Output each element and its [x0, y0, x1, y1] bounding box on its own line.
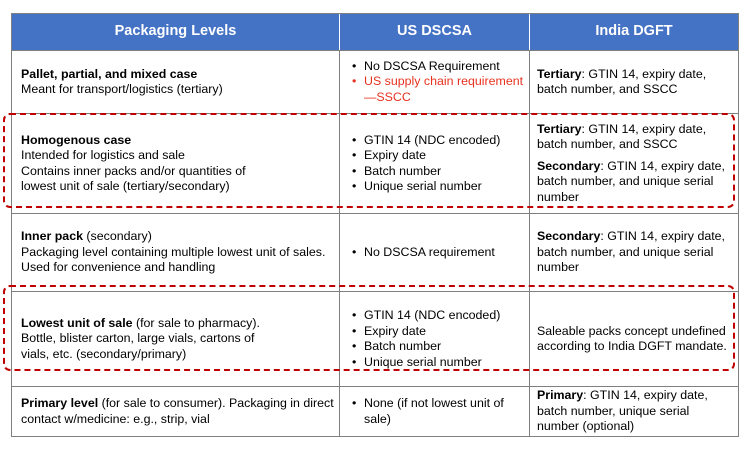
- india-dgft-cell: [530, 387, 738, 436]
- level-description: Packaging level containing multiple lowest unit of sales. Used for convenience and handling: [21, 244, 326, 275]
- level-title: Pallet, partial, and mixed case: [21, 66, 198, 81]
- level-title: Inner pack: [21, 229, 83, 244]
- packaging-level-cell: [12, 292, 340, 386]
- us-requirement-item: • None (if not lowest unit of sale): [352, 396, 529, 427]
- us-requirement-item: • GTIN 14 (NDC encoded): [352, 133, 529, 149]
- level-description: Meant for transport/logistics (tertiary): [21, 82, 223, 96]
- table-header-row: [12, 14, 738, 50]
- india-text: : GTIN 14, expiry date, batch number, and SSCC: [537, 121, 707, 152]
- us-dscsa-cell: [340, 292, 530, 386]
- us-requirement-item: • Batch number: [352, 339, 529, 355]
- india-dgft-cell: [530, 292, 738, 386]
- packaging-comparison-table: [11, 13, 739, 437]
- us-requirement-item: • Unique serial number: [352, 179, 529, 195]
- level-title-suffix: (for sale to pharmacy).: [132, 315, 260, 330]
- level-description: Bottle, blister carton, large vials, cartons of vials, etc. (secondary/primary): [21, 331, 255, 361]
- india-label: Secondary: [537, 158, 601, 173]
- level-title: Lowest unit of sale: [21, 315, 133, 330]
- india-label: Tertiary: [537, 121, 582, 136]
- india-label: Secondary: [537, 229, 601, 244]
- table-row-lowest-unit-of-sale: [12, 291, 738, 386]
- us-dscsa-cell: [340, 387, 530, 436]
- us-requirement-item: • Expiry date: [352, 148, 529, 164]
- india-dgft-cell: [530, 114, 738, 213]
- us-requirement-item: • Unique serial number: [352, 355, 529, 371]
- packaging-level-cell: [12, 114, 340, 213]
- table-row-homogenous-case: [12, 113, 738, 213]
- level-title: Primary level: [21, 396, 99, 410]
- us-dscsa-cell: [340, 114, 530, 213]
- level-title-suffix: (for sale to consumer). Packaging in direct contact w/medicine: e.g., strip, vial: [21, 396, 334, 426]
- table-row-pallet: [12, 50, 738, 113]
- us-requirement-item: • US supply chain requirement—SSCC: [352, 74, 529, 105]
- us-requirement-item: • Expiry date: [352, 324, 529, 340]
- table-row-inner-pack: [12, 213, 738, 291]
- india-text: : GTIN 14, expiry date, batch number, and unique serial number: [537, 229, 726, 275]
- level-description: Intended for logistics and sale: [21, 148, 185, 162]
- india-text: Saleable packs concept undefined according to India DGFT mandate.: [537, 323, 727, 353]
- level-title: Homogenous case: [21, 132, 132, 147]
- india-dgft-cell: [530, 214, 738, 291]
- us-requirement-item: • No DSCSA requirement: [352, 245, 529, 261]
- table-row-primary-level: [12, 386, 738, 436]
- us-dscsa-cell: [340, 51, 530, 113]
- india-dgft-cell: [530, 51, 738, 113]
- us-requirement-item: • Batch number: [352, 164, 529, 180]
- header-packaging-levels: Packaging Levels: [12, 14, 340, 50]
- us-requirement-item: • GTIN 14 (NDC encoded): [352, 308, 529, 324]
- india-text: : GTIN 14, expiry date, batch number, unique serial number (optional): [537, 388, 708, 434]
- india-text: : GTIN 14, expiry date, batch number, and unique serial number: [537, 158, 726, 204]
- packaging-level-cell: [12, 387, 340, 436]
- india-text: : GTIN 14, expiry date, batch number, and SSCC: [537, 66, 707, 96]
- us-requirement-item: • No DSCSA Requirement: [352, 59, 529, 75]
- level-title-suffix: (secondary): [82, 229, 152, 244]
- header-india-dgft: India DGFT: [595, 23, 673, 40]
- packaging-level-cell: [12, 214, 340, 291]
- india-label: Primary: [537, 388, 584, 403]
- level-description: Contains inner packs and/or quantities of lowest unit of sale (tertiary/secondary): [21, 163, 246, 193]
- header-us-dscsa: US DSCSA: [340, 14, 530, 50]
- india-label: Tertiary: [537, 66, 582, 81]
- packaging-level-cell: [12, 51, 340, 113]
- us-dscsa-cell: [340, 214, 530, 291]
